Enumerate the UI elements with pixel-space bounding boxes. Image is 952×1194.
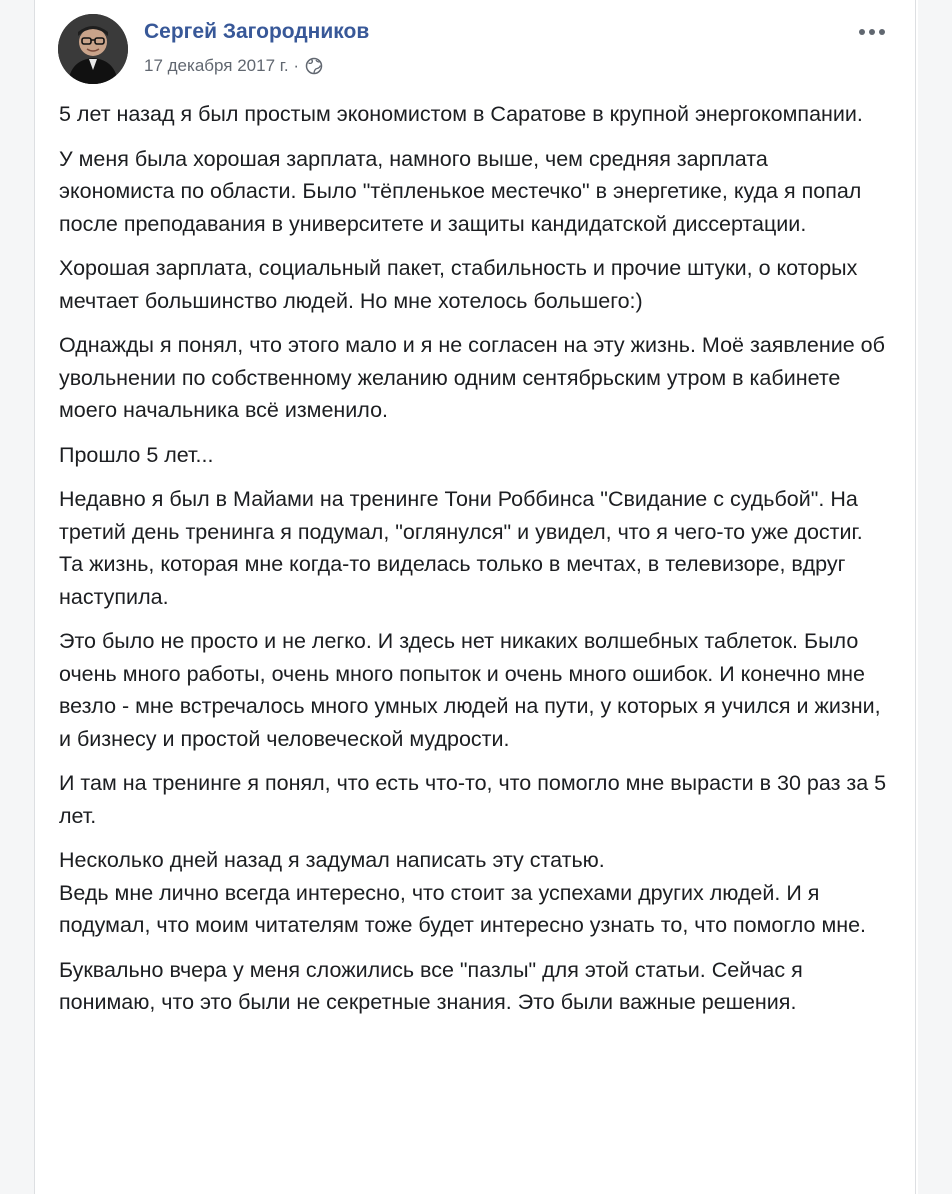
post-paragraph: Это было не просто и не легко. И здесь нет никаких волшебных таблеток. Было очень много работы, очень много попыток и очень много ошибок. И конечно мне везло - мне встречалось много умных людей на пути, у которых я учился и жизни, и бизнесу и простой человеческой мудрости. (59, 629, 881, 751)
post-meta (144, 56, 323, 76)
ellipsis-icon (858, 23, 886, 41)
post-paragraph: 5 лет назад я был простым экономистом в Саратове в крупной энергокомпании. (59, 102, 863, 126)
post-paragraph: Прошло 5 лет... (59, 442, 214, 467)
post-card (34, 0, 916, 1194)
post-options-button[interactable] (854, 18, 890, 46)
post-paragraph: Хорошая зарплата, социальный пакет, стабильность и прочие штуки, о которых мечтает большинство людей. Но мне хотелось большего:) (59, 256, 858, 313)
page-background-left (0, 0, 34, 1194)
post-header (58, 14, 898, 86)
author-name[interactable]: Сергей Загородников (144, 20, 370, 43)
post-paragraph: Однажды я понял, что этого мало и я не согласен на эту жизнь. Моё заявление об увольнении по собственному желанию одним сентябрьским утром в кабинете моего начальника всё изменило. (59, 333, 885, 422)
post-paragraph: Недавно я был в Майами на тренинге Тони Роббинса "Свидание с судьбой". На третий день тренинга я подумал, "оглянулся" и увидел, что я чего-то уже достиг. Та жизнь, которая мне когда-то виделась только в мечтах, в телевизоре, вдруг наступила. (59, 487, 863, 609)
post-paragraph: У меня была хорошая зарплата, намного выше, чем средняя зарплата экономиста по области. Было "тёпленькое местечко" в энергетике, куда я попал после преподавания в университете и защиты кандидатской диссертации. (59, 146, 862, 236)
post-paragraph: И там на тренинге я понял, что есть что-то, что помогло мне вырасти в 30 раз за 5 лет. (59, 771, 887, 828)
globe-icon[interactable] (305, 57, 323, 75)
avatar[interactable] (58, 14, 128, 84)
page-background-right (918, 0, 952, 1194)
post-body (59, 98, 889, 1031)
post-paragraph: Несколько дней назад я задумал написать эту статью. Ведь мне лично всегда интересно, что стоит за успехами других людей. И я подумал, что моим читателям тоже будет интересно узнать то, что помогло мне. (59, 848, 867, 937)
post-date[interactable]: 17 декабря 2017 г. · (144, 56, 299, 75)
post-paragraph: Буквально вчера у меня сложились все "пазлы" для этой статьи. Сейчас я понимаю, что это были не секретные знания. Это были важные решения. (59, 957, 803, 1014)
